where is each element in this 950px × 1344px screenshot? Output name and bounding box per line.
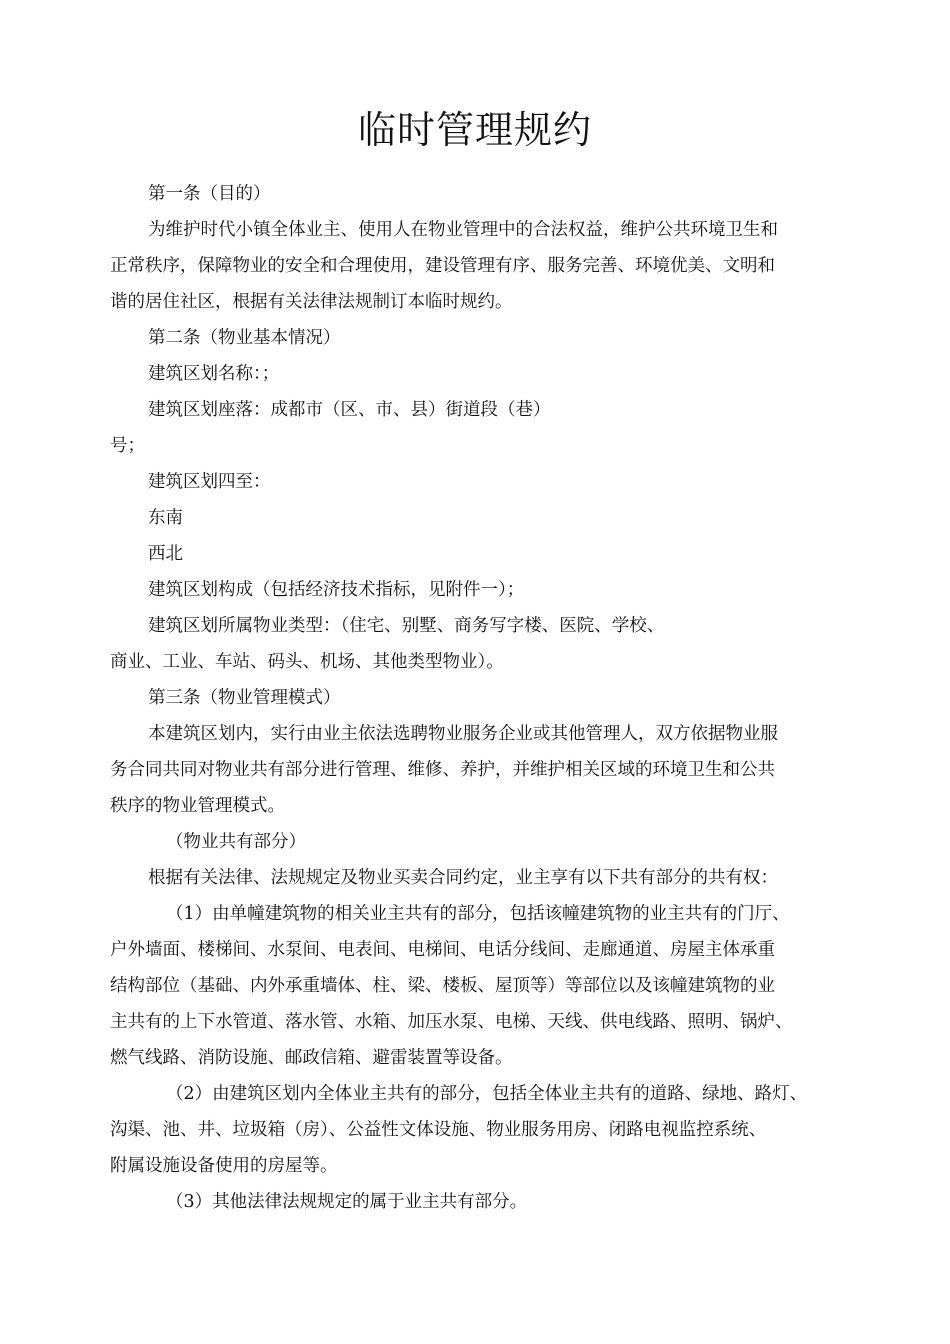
document-line: 建筑区划座落：成都市（区、市、县）街道段（巷） xyxy=(148,400,551,420)
document-line: （3）其他法律法规规定的属于业主共有部分。 xyxy=(166,1192,528,1212)
document-line: 结构部位（基础、内外承重墙体、柱、梁、楼板、屋顶等）等部位以及该幢建筑物的业 xyxy=(110,976,775,996)
document-line: 第二条（物业基本情况） xyxy=(148,328,341,348)
document-title: 临时管理规约 xyxy=(357,108,592,152)
document-line: 附属设施设备使用的房屋等。 xyxy=(110,1156,338,1176)
document-line: 建筑区划四至： xyxy=(148,472,271,492)
document-line: 根据有关法律、法规规定及物业买卖合同约定，业主享有以下共有部分的共有权： xyxy=(148,868,778,888)
document-line: 第一条（目的） xyxy=(148,184,271,204)
document-line: （1）由单幢建筑物的相关业主共有的部分，包括该幢建筑物的业主共有的门厅、 xyxy=(166,904,790,924)
document-line: 户外墙面、楼梯间、水泵间、电表间、电梯间、电话分线间、走廊通道、房屋主体承重 xyxy=(110,940,775,960)
document-line: 号； xyxy=(110,436,145,456)
document-line: （2）由建筑区划内全体业主共有的部分，包括全体业主共有的道路、绿地、路灯、 xyxy=(166,1084,808,1104)
document-line: 建筑区划构成（包括经济技术指标，见附件一）； xyxy=(148,580,525,600)
document-body xyxy=(110,176,850,1220)
document-line: 谐的居住社区，根据有关法律法规制订本临时规约。 xyxy=(110,292,513,312)
document-line: 建筑区划名称：； xyxy=(148,364,280,384)
document-line: （物业共有部分） xyxy=(166,832,306,852)
document-line: 本建筑区划内，实行由业主依法选聘物业服务企业或其他管理人，双方依据物业服 xyxy=(148,724,778,744)
document-line: 东南 xyxy=(148,508,183,528)
document-line: 燃气线路、消防设施、邮政信箱、避雷装置等设备。 xyxy=(110,1048,513,1068)
document-line: 正常秩序，保障物业的安全和合理使用，建设管理有序、服务完善、环境优美、文明和 xyxy=(110,256,775,276)
document-line: 第三条（物业管理模式） xyxy=(148,688,341,708)
document-line: 为维护时代小镇全体业主、使用人在物业管理中的合法权益，维护公共环境卫生和 xyxy=(148,220,778,240)
document-line: 西北 xyxy=(148,544,183,564)
document-line: 务合同共同对物业共有部分进行管理、维修、养护，并维护相关区域的环境卫生和公共 xyxy=(110,760,775,780)
document-line: 沟渠、池、井、垃圾箱（房）、公益性文体设施、物业服务用房、闭路电视监控系统、 xyxy=(110,1120,767,1140)
document-line: 建筑区划所属物业类型：（住宅、别墅、商务写字楼、医院、学校、 xyxy=(148,616,665,636)
document-line: 主共有的上下水管道、落水管、水箱、加压水泵、电梯、天线、供电线路、照明、锅炉、 xyxy=(110,1012,793,1032)
document-line: 商业、工业、车站、码头、机场、其他类型物业）。 xyxy=(110,652,504,672)
document-line: 秩序的物业管理模式。 xyxy=(110,796,285,816)
